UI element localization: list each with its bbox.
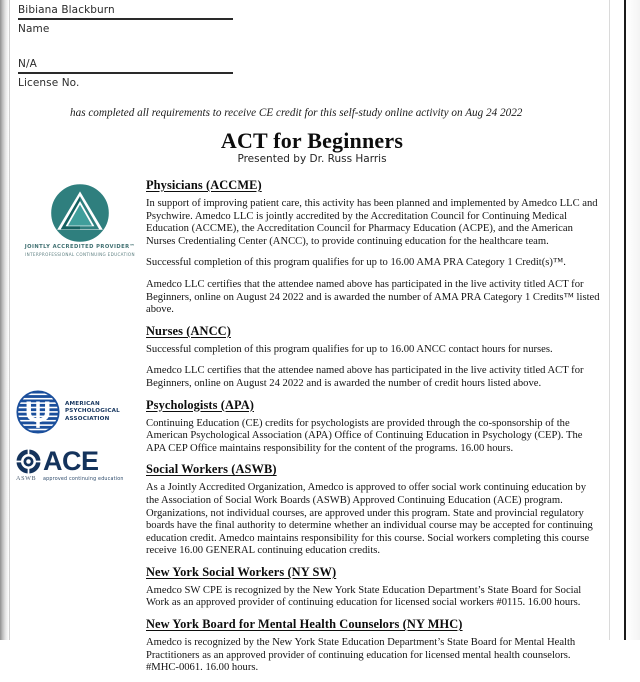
page-left-shadow (0, 0, 9, 640)
page-left-rule (9, 0, 10, 640)
jap-caption-secondary: INTERPROFESSIONAL CONTINUING EDUCATION (25, 252, 135, 257)
apa-wordmark-line1: AMERICAN (65, 401, 100, 408)
jap-caption-primary: JOINTLY ACCREDITED PROVIDER™ (24, 244, 136, 250)
section-heading: New York Board for Mental Health Counselors (NY MHC) (146, 617, 463, 632)
section-paragraph: In support of improving patient care, this activity has been planned and implemented by Amedco LLC and Psychwire. Amedco LLC is jointly accredited by the Accreditation Council for Continuing Medical Education (ACCME), the Accreditation Council for Pharmacy Education (ACPE), and the American Nurses Credentialing Center (ANCC), to provide continuing education for the healthcare team. (146, 198, 598, 247)
ace-wordmark: ACE (43, 446, 99, 476)
section-paragraph: Amedco LLC certifies that the attendee named above has participated in the live activity titled ACT for Beginners, online on August 24 2022 and is awarded the number of credit hours listed above. (146, 365, 584, 389)
attendee-name-field (18, 4, 233, 35)
section-paragraph: Successful completion of this program qualifies for up to 16.00 ANCC contact hours for nurses. (146, 343, 553, 355)
jointly-accredited-provider-icon (50, 183, 110, 243)
accreditation-sections (146, 178, 600, 682)
license-number-field (18, 58, 233, 89)
apa-wordmark-line2: PSYCHOLOGICAL (65, 408, 120, 415)
course-title: ACT for Beginners (220, 128, 404, 153)
ace-tagline: approved continuing education (43, 477, 124, 482)
section-heading: New York Social Workers (NY SW) (146, 564, 337, 579)
page-right-shadow (626, 0, 640, 640)
section-heading: Psychologists (APA) (146, 397, 255, 412)
apa-wordmark (65, 401, 120, 423)
section-paragraph: Amedco LLC certifies that the attendee named above has participated in the live activity titled ACT for Beginners, online on August 24 2022 and is awarded the number of AMA PRA Category 1 Credits™ listed above. (146, 278, 600, 316)
section-heading: Physicians (ACCME) (146, 178, 262, 192)
presenter-line: Presented by Dr. Russ Harris (237, 153, 387, 165)
page-inner-right-rule (609, 0, 610, 640)
section-heading: Social Workers (ASWB) (146, 462, 277, 477)
ace-subtitle-row (16, 475, 142, 482)
attendee-name-label: Name (18, 22, 50, 35)
section-paragraph: Amedco SW CPE is recognized by the New York State Education Department’s State Board for Social Work as an approved provider of continuing education for licensed social workers #0115. 16.00 hours. (146, 584, 582, 609)
license-number-value: N/A (18, 58, 37, 70)
aswb-emblem-icon (16, 449, 41, 474)
american-psychological-association-logo (16, 389, 140, 435)
apa-seal-icon (16, 390, 60, 434)
section-paragraph: Successful completion of this program qualifies for up to 16.00 AMA PRA Category 1 Credit(s)™. (146, 257, 566, 269)
section-paragraph: Continuing Education (CE) credits for psychologists are provided through the co-sponsorship of the American Psychological Association (APA) Office of Continuing Education in Psychology (CEP). The APA CEP Office maintains responsibility for the content of the programs. 16.00 hours. (146, 417, 583, 454)
license-number-label: License No. (18, 76, 80, 89)
ace-logo-row (16, 448, 142, 474)
section-paragraph: Amedco is recognized by the New York State Education Department’s State Board for Mental Health Practitioners as an approved provider of continuing education for licensed mental health counselors. #MHC-0061. 16.00 hours. (146, 637, 576, 674)
jointly-accredited-provider-logo (24, 183, 136, 257)
section-paragraph: As a Jointly Accredited Organization, Amedco is approved to offer social work continuing education by the Association of Social Work Boards (ASWB) Approved Continuing Education (ACE) program. Organizations, not individual courses, are approved under this program. State and provincial regulatory boards have the final authority to determine whether an individual course may be accepted for continuing education credit. Amedco maintains responsibility for this course. Social workers completing this course receive 16.00 GENERAL continuing education credits. (146, 482, 593, 557)
completion-statement: has completed all requirements to receive CE credit for this self-study online activity on Aug 24 2022 (70, 107, 523, 119)
aswb-ace-logo (16, 448, 142, 482)
attendee-name-value: Bibiana Blackburn (18, 4, 115, 16)
apa-wordmark-line3: ASSOCIATION (65, 415, 110, 422)
section-heading: Nurses (ANCC) (146, 323, 231, 338)
aswb-org-label: ASWB (16, 475, 37, 482)
